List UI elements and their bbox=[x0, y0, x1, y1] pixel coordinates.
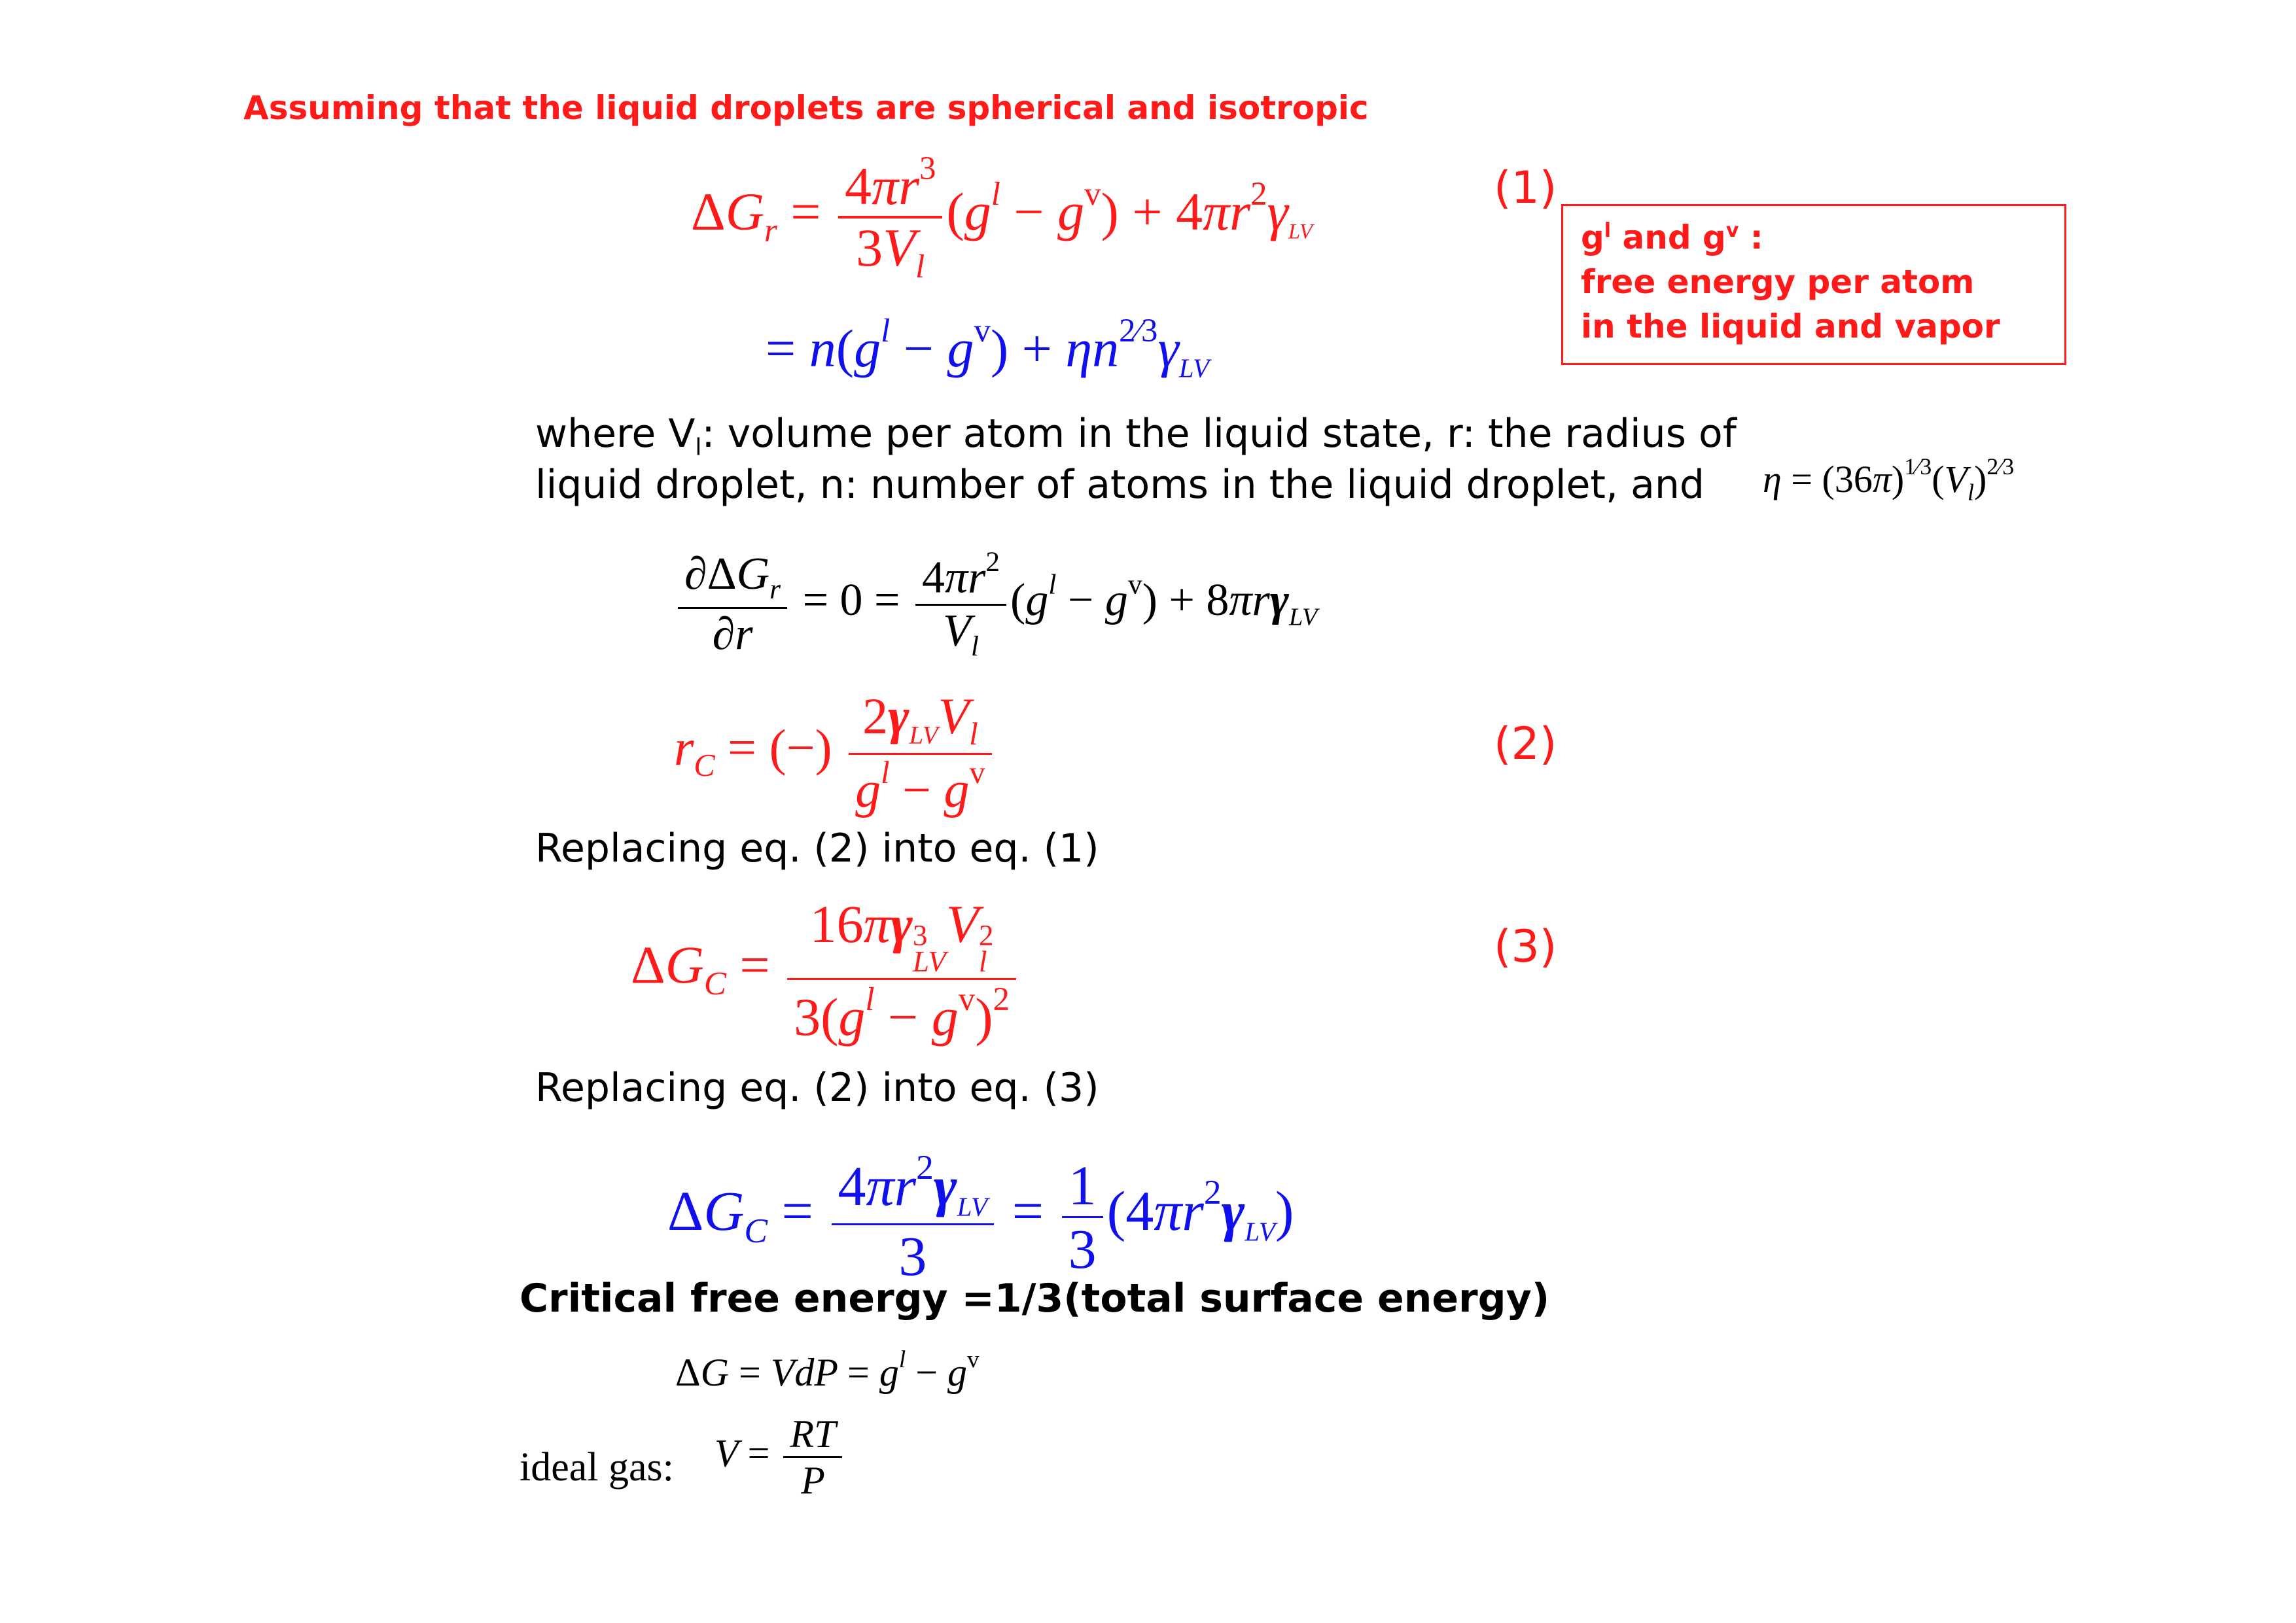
replacing-text-1: Replacing eq. (2) into eq. (1) bbox=[535, 826, 1099, 871]
equation-3: $\Delta G_C$ = 16πγ 3 LV V 2 l $3(g^l - g^v)^2$ bbox=[631, 898, 1020, 1044]
where-text-line-1: where $V_l$: volume per atom in the liquid state, r: the radius of bbox=[535, 411, 1737, 461]
equation-2: $r_C$ = (−) $\frac{2\gamma LVV_l}{g^l - g^v}$ bbox=[674, 691, 996, 816]
heading: Assuming that the liquid droplets are spherical and isotropic bbox=[243, 89, 1369, 127]
equation-ideal-gas: V = $\frac{RT}{P}$ bbox=[715, 1414, 846, 1500]
where-text-line-2: liquid droplet, n: number of atoms in the liquid droplet, and bbox=[535, 462, 1704, 508]
eta-definition: $\eta = (36\pi)^{1⁄3}(V_l)^{2⁄3}$ bbox=[1763, 453, 2015, 506]
equation-1: $\Delta G_r$ = $\frac{4\pi r^3}{3V_l}$ $(g^l - g^v) + 4\pi r^2\gamma LV$ bbox=[691, 150, 1313, 285]
critical-free-energy-text: Critical free energy =1/3(total surface energy) bbox=[520, 1276, 1550, 1321]
replacing-text-2: Replacing eq. (2) into eq. (3) bbox=[535, 1065, 1099, 1111]
equation-label-3: (3) bbox=[1494, 921, 1557, 973]
equation-label-1: (1) bbox=[1494, 162, 1557, 214]
derivative-equation: $\frac{\partial\Delta G_r}{\partial r}$ = 0 = $\frac{4\pi r^2}{V_l}$ $(g^l - g^v) + 8\pi r\gamma_{LV}$ bbox=[674, 548, 1317, 661]
equation-vdp: ΔG = VdP = $g^l - g^v$ bbox=[675, 1346, 980, 1394]
ideal-gas-label: ideal gas: bbox=[520, 1445, 674, 1490]
equation-1-continuation: = $n(g^l - g^v) + \eta n^{2⁄3}\gamma LV$ bbox=[766, 312, 1210, 383]
equation-label-2: (2) bbox=[1494, 718, 1557, 770]
note-box-line-2: free energy per atom bbox=[1581, 263, 1975, 301]
equation-critical-energy-blue: $\Delta G_C$ = $\frac{4\pi r^2\gamma LV}{3}$ = $\frac{1}{3}$ $(4\pi r^2\gamma LV)$ bbox=[667, 1147, 1294, 1287]
note-box-line-3: in the liquid and vapor bbox=[1581, 307, 2000, 345]
note-box-line-1: $g^l$ and $g^v$ : bbox=[1581, 218, 1763, 256]
